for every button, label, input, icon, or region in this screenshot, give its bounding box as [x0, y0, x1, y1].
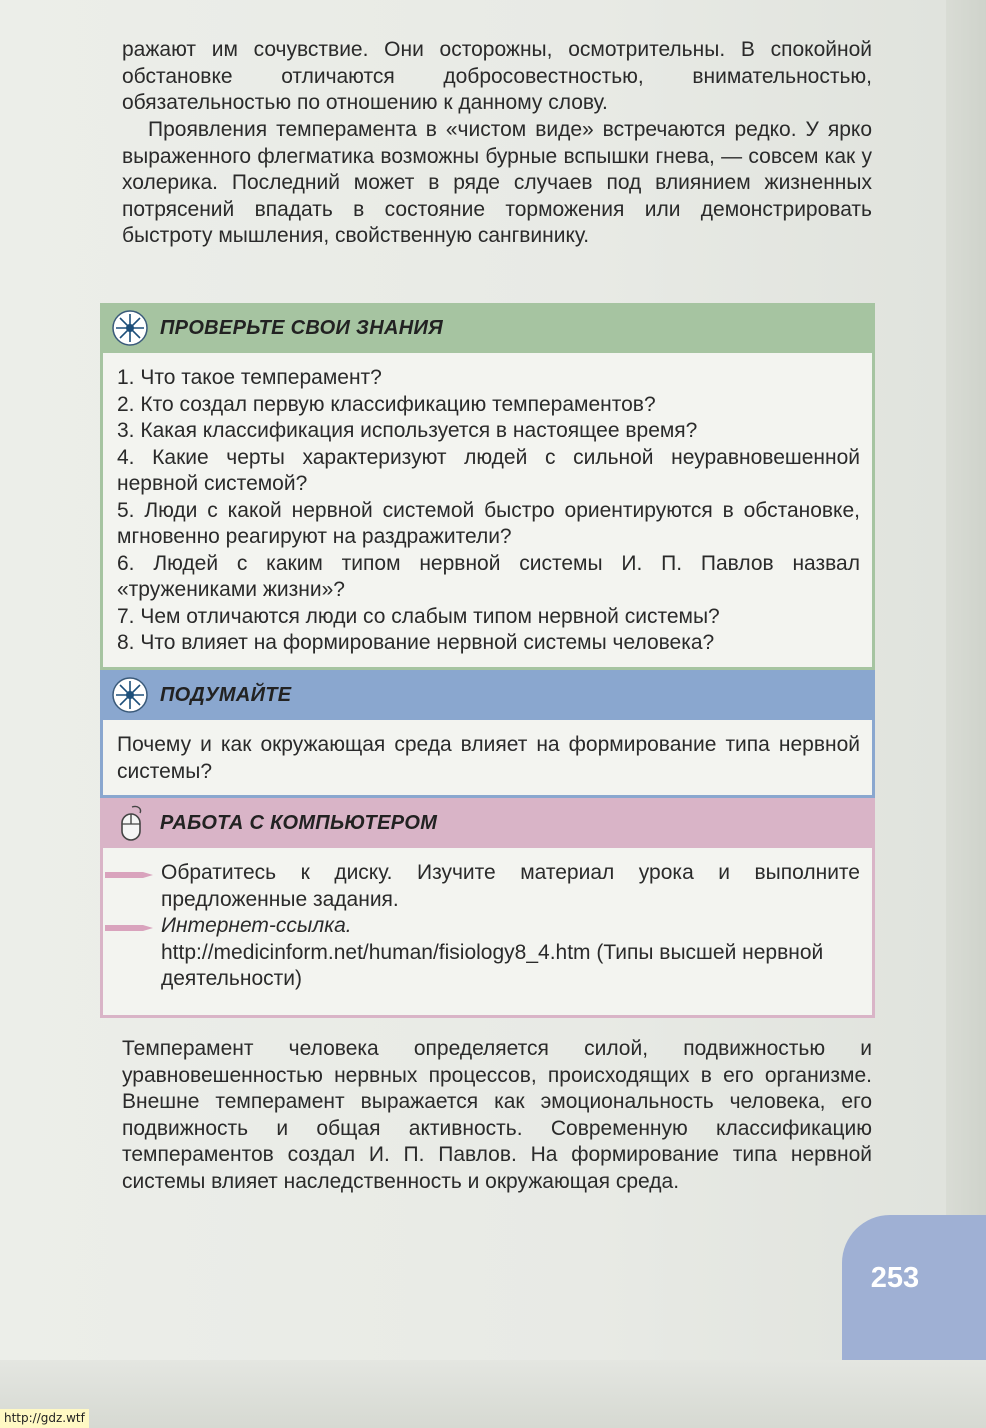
check-knowledge-list — [100, 353, 875, 670]
question-8: 8. Что влияет на формирование нервной системы человека? — [117, 631, 715, 654]
page-edge — [946, 0, 986, 1428]
think-header — [100, 670, 875, 720]
internet-link[interactable]: http://medicinform.net/human/fisiology8_4.htm (Типы высшей нервной деятельности) — [161, 940, 824, 990]
computer-task: Обратитесь к диску. Изучите материал урока и выполните предложенные задания. — [161, 861, 860, 911]
question-7: 7. Чем отличаются люди со слабым типом нервной системы? — [117, 604, 720, 628]
check-knowledge-title: ПРОВЕРЬТЕ СВОИ ЗНАНИЯ — [160, 316, 444, 339]
summary-paragraph: Темперамент человека определяется силой, подвижностью и уравновешенностью нервных процессов, происходящих в его организме. Внешне темперамент выражается как эмоциональность человека, его подвижность и общая активность. Современную классификацию темпераментов создал И. П. Павлов. На формирование типа нервной системы влияет наследственность и окружающая среда. — [122, 1037, 872, 1193]
question-4: 4. Какие черты характеризуют людей с сильной неуравновешенной нервной системой? — [117, 445, 860, 495]
computer-mouse-icon — [110, 803, 150, 843]
computer-section — [100, 848, 875, 1018]
question-6: 6. Людей с каким типом нервной системы И. П. Павлов назвал «тружениками жизни»? — [117, 551, 860, 601]
question-3: 3. Какая классификация используется в настоящее время? — [117, 419, 698, 442]
page-bottom-margin — [0, 1360, 986, 1428]
question-2: 2. Кто создал первую классификацию темпераментов? — [117, 392, 656, 416]
question-1: 1. Что такое темперамент? — [117, 366, 382, 389]
intro-paragraph-2: Проявления темперамента в «чистом виде» встречаются редко. У ярко выраженного флегматика возможны бурные вспышки гнева, — совсем как у холерика. Последний может в ряде случаев под влиянием жизненных потрясений впадать в состояние торможения или демонстрировать быстроту мышления, свойственную сангвинику. — [122, 118, 872, 247]
watermark: http://gdz.wtf — [0, 1409, 89, 1428]
internet-link-label: Интернет-ссылка. — [161, 914, 352, 937]
think-section — [100, 720, 875, 798]
computer-title: РАБОТА С КОМПЬЮТЕРОМ — [160, 811, 438, 834]
intro-paragraph-1: ражают им сочувствие. Они осторожны, осмотрительны. В спокойной обстановке отличаются добросовестностью, внимательностью, обязательностью по отношению к данному слову. — [122, 38, 872, 114]
check-knowledge-header — [100, 303, 875, 353]
question-5: 5. Люди с какой нервной системой быстро ориентируются в обстановке, мгновенно реагируют на раздражители? — [117, 498, 860, 548]
star-burst-icon — [110, 675, 150, 715]
review-box — [100, 303, 875, 1018]
think-text: Почему и как окружающая среда влияет на формирование типа нервной системы? — [117, 733, 860, 783]
think-title: ПОДУМАЙТЕ — [160, 683, 292, 706]
arrow-right-icon — [105, 870, 153, 880]
page-number: 253 — [870, 1262, 920, 1294]
star-burst-icon — [110, 308, 150, 348]
arrow-right-icon — [105, 923, 153, 933]
computer-header — [100, 798, 875, 848]
